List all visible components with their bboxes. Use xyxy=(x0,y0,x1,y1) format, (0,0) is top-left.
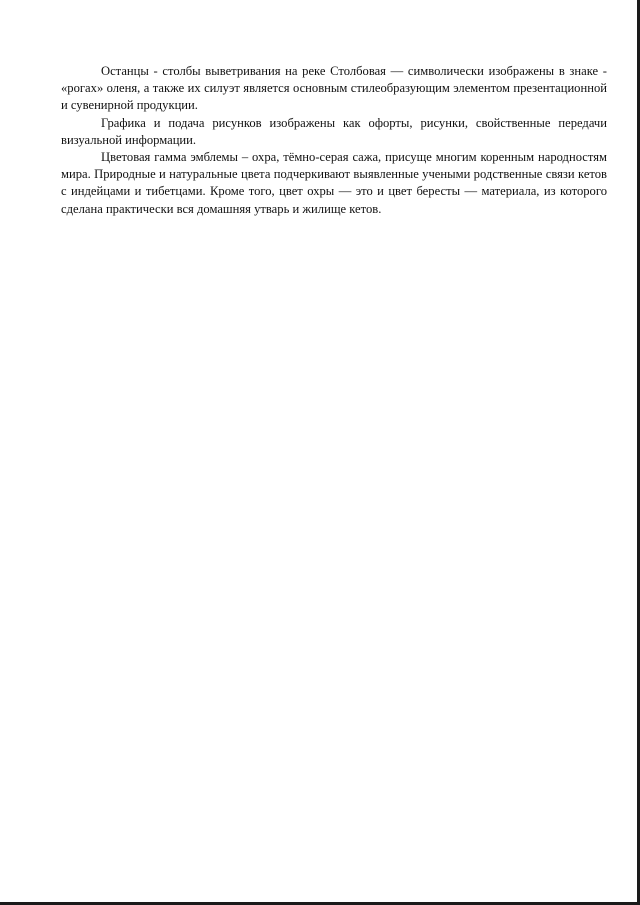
paragraph-ostantsy: Останцы - столбы выветривания на реке Столбовая — символически изображены в знаке - «рогах» оленя, а также их силуэт является основным стилеобразующим элементом презентационной и сувенирной продукции. xyxy=(61,64,607,113)
paragraph-tsvetovaya-gamma: Цветовая гамма эмблемы – охра, тёмно-серая сажа, присуще многим коренным народностям мира. Природные и натуральные цвета подчеркивают выявленные учеными родственные связи кетов с индейцами и тибетцами. Кроме того, цвет охры — это и цвет бересты — материала, из которого сделана практически вся домашняя утварь и жилище кетов. xyxy=(61,150,607,216)
document-body xyxy=(61,63,607,218)
paragraph-grafika: Графика и подача рисунков изображены как офорты, рисунки, свойственные передачи визуальной информации. xyxy=(61,115,607,147)
